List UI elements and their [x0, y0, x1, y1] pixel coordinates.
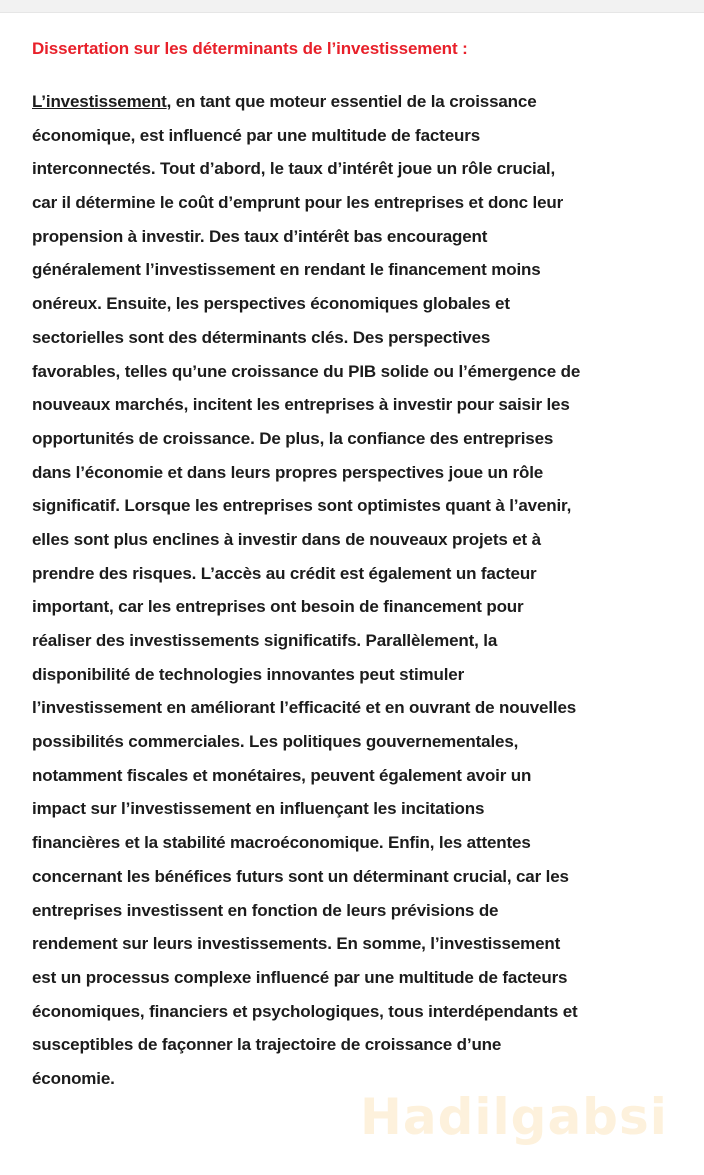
paragraph-line [32, 85, 702, 119]
line-text: l’investissement en améliorant l’efficacité et en ouvrant de nouvelles [32, 698, 577, 718]
line-text: économique, est influencé par une multitude de facteurs [32, 125, 481, 145]
line-text: entreprises investissent en fonction de leurs prévisions de [32, 900, 499, 920]
paragraph-line [32, 961, 702, 995]
paragraph-line [32, 691, 702, 725]
paragraph-line [32, 287, 702, 321]
line-text: prendre des risques. L’accès au crédit est également un facteur [32, 563, 537, 583]
paragraph-line [32, 995, 702, 1029]
line-text: opportunités de croissance. De plus, la confiance des entreprises [32, 428, 554, 448]
line-text: économiques, financiers et psychologiques, tous interdépendants et [32, 1001, 578, 1021]
paragraph-line [32, 489, 702, 523]
paragraph-line [32, 119, 702, 153]
paragraph-line [32, 355, 702, 389]
paragraph-line [32, 220, 702, 254]
line-text: significatif. Lorsque les entreprises sont optimistes quant à l’avenir, [32, 496, 572, 516]
paragraph-line [32, 658, 702, 692]
paragraph-line [32, 422, 702, 456]
paragraph-line [32, 759, 702, 793]
watermark: Hadilgabsi [360, 1088, 668, 1146]
line-text: favorables, telles qu’une croissance du PIB solide ou l’émergence de [32, 361, 581, 381]
paragraph-line [32, 927, 702, 961]
line-text: économie. [32, 1068, 115, 1088]
line-text: possibilités commerciales. Les politiques gouvernementales, [32, 732, 519, 752]
paragraph-line [32, 557, 702, 591]
paragraph-line [32, 456, 702, 490]
paragraph-line [32, 590, 702, 624]
line-text: onéreux. Ensuite, les perspectives économiques globales et [32, 294, 510, 314]
line-text: impact sur l’investissement en influençant les incitations [32, 799, 485, 819]
paragraph-line [32, 894, 702, 928]
paragraph-line [32, 321, 702, 355]
document-title: Dissertation sur les déterminants de l’investissement : [32, 39, 468, 58]
line-text: dans l’économie et dans leurs propres perspectives joue un rôle [32, 462, 544, 482]
paragraph-line [32, 860, 702, 894]
line-text: rendement sur leurs investissements. En somme, l’investissement [32, 934, 561, 954]
line-text: interconnectés. Tout d’abord, le taux d’intérêt joue un rôle crucial, [32, 159, 556, 179]
paragraph-line [32, 523, 702, 557]
top-bar [0, 0, 704, 13]
paragraph-line [32, 1028, 702, 1062]
paragraph-line [32, 624, 702, 658]
paragraph-line [32, 826, 702, 860]
line-text: nouveaux marchés, incitent les entreprises à investir pour saisir les [32, 395, 570, 415]
line-text: disponibilité de technologies innovantes peut stimuler [32, 664, 465, 684]
line-text: , en tant que moteur essentiel de la croissance [166, 92, 537, 111]
paragraph-line [32, 253, 702, 287]
line-text: sectorielles sont des déterminants clés. Des perspectives [32, 327, 491, 347]
paragraph-line [32, 388, 702, 422]
line-text: est un processus complexe influencé par une multitude de facteurs [32, 967, 568, 987]
line-text: important, car les entreprises ont besoin de financement pour [32, 597, 524, 617]
paragraph-line [32, 725, 702, 759]
line-text: elles sont plus enclines à investir dans de nouveaux projets et à [32, 529, 541, 549]
line-text: réaliser des investissements significatifs. Parallèlement, la [32, 631, 498, 650]
paragraph-line [32, 186, 702, 220]
line-text: notamment fiscales et monétaires, peuvent également avoir un [32, 765, 532, 785]
paragraph-line [32, 152, 702, 186]
document-body [32, 85, 702, 1096]
line-text: car il détermine le coût d’emprunt pour les entreprises et donc leur [32, 193, 564, 213]
line-text: susceptibles de façonner la trajectoire de croissance d’une [32, 1035, 502, 1055]
line-text: généralement l’investissement en rendant le financement moins [32, 260, 541, 280]
line-text: concernant les bénéfices futurs sont un déterminant crucial, car les [32, 866, 569, 886]
line-text: financières et la stabilité macroéconomique. Enfin, les attentes [32, 833, 531, 853]
paragraph-line [32, 792, 702, 826]
underlined-first-word: L’investissement [32, 92, 167, 111]
line-text: propension à investir. Des taux d’intérêt bas encouragent [32, 226, 488, 246]
